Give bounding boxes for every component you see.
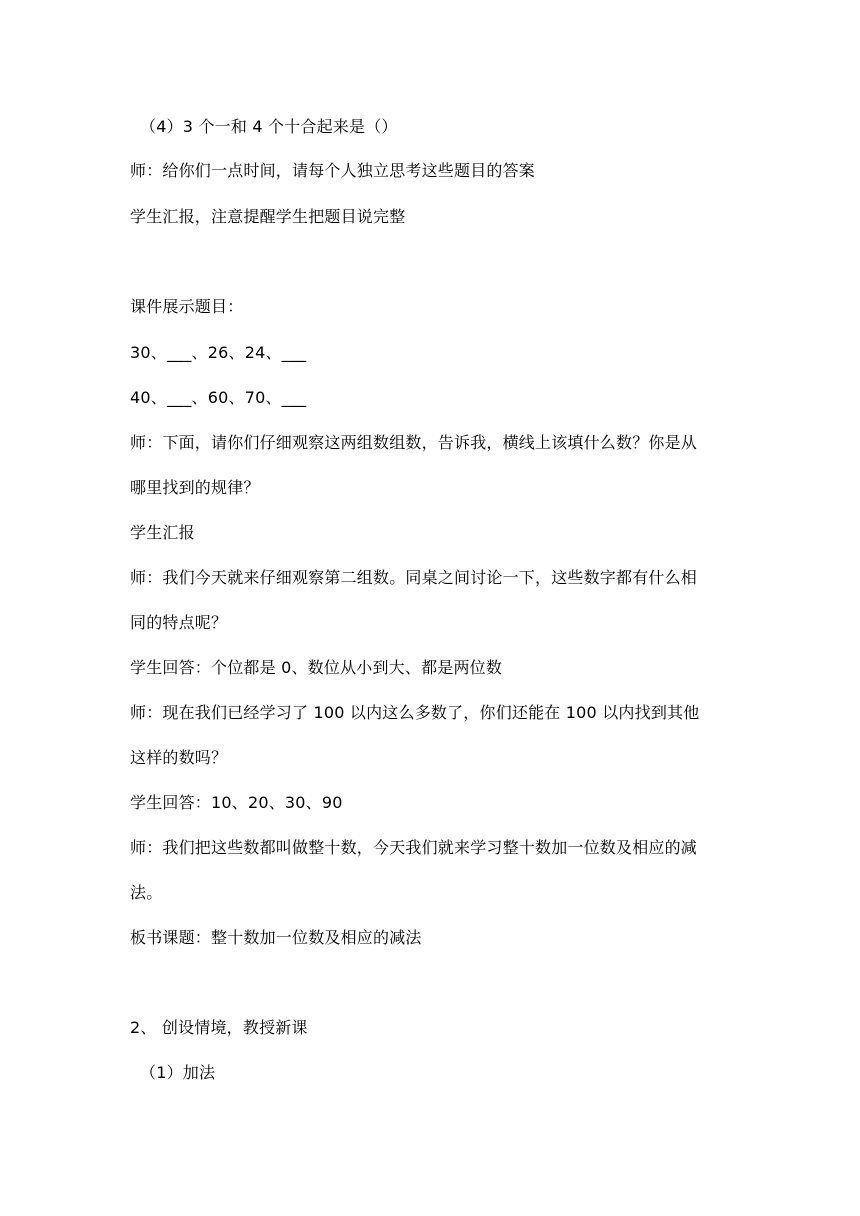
number-sequence-2: 40、___、60、70、___ (130, 388, 307, 407)
student-report-line: 学生汇报，注意提醒学生把题目说完整 (130, 207, 406, 226)
teacher-line-cont: 法。 (130, 883, 163, 902)
teacher-line: 师：我们把这些数都叫做整十数，今天我们就来学习整十数加一位数及相应的减 (130, 838, 698, 857)
question-4: （4）3 个一和 4 个十合起来是（） (140, 117, 398, 136)
courseware-heading: 课件展示题目： (130, 297, 244, 316)
student-answer-line: 学生回答：10、20、30、90 (130, 793, 343, 812)
student-answer-line: 学生回答：个位都是 0、数位从小到大、都是两位数 (130, 658, 503, 677)
teacher-line: 师：给你们一点时间，请每个人独立思考这些题目的答案 (130, 161, 536, 180)
section-heading: 2、 创设情境，教授新课 (130, 1018, 308, 1037)
student-report-line: 学生汇报 (130, 523, 195, 542)
teacher-line: 师：我们今天就来仔细观察第二组数。同桌之间讨论一下，这些数字都有什么相 (130, 568, 698, 587)
teacher-line: 师：现在我们已经学习了 100 以内这么多数了，你们还能在 100 以内找到其他 (130, 703, 700, 722)
teacher-line-cont: 同的特点呢？ (130, 613, 228, 632)
board-title-line: 板书课题：整十数加一位数及相应的减法 (130, 928, 422, 947)
subsection-heading: （1）加法 (140, 1063, 216, 1082)
teacher-line: 师：下面，请你们仔细观察这两组数组数，告诉我，横线上该填什么数？你是从 (130, 433, 698, 452)
teacher-line-cont: 哪里找到的规律？ (130, 478, 260, 497)
teacher-line-cont: 这样的数吗？ (130, 748, 228, 767)
number-sequence-1: 30、___、26、24、___ (130, 343, 307, 362)
